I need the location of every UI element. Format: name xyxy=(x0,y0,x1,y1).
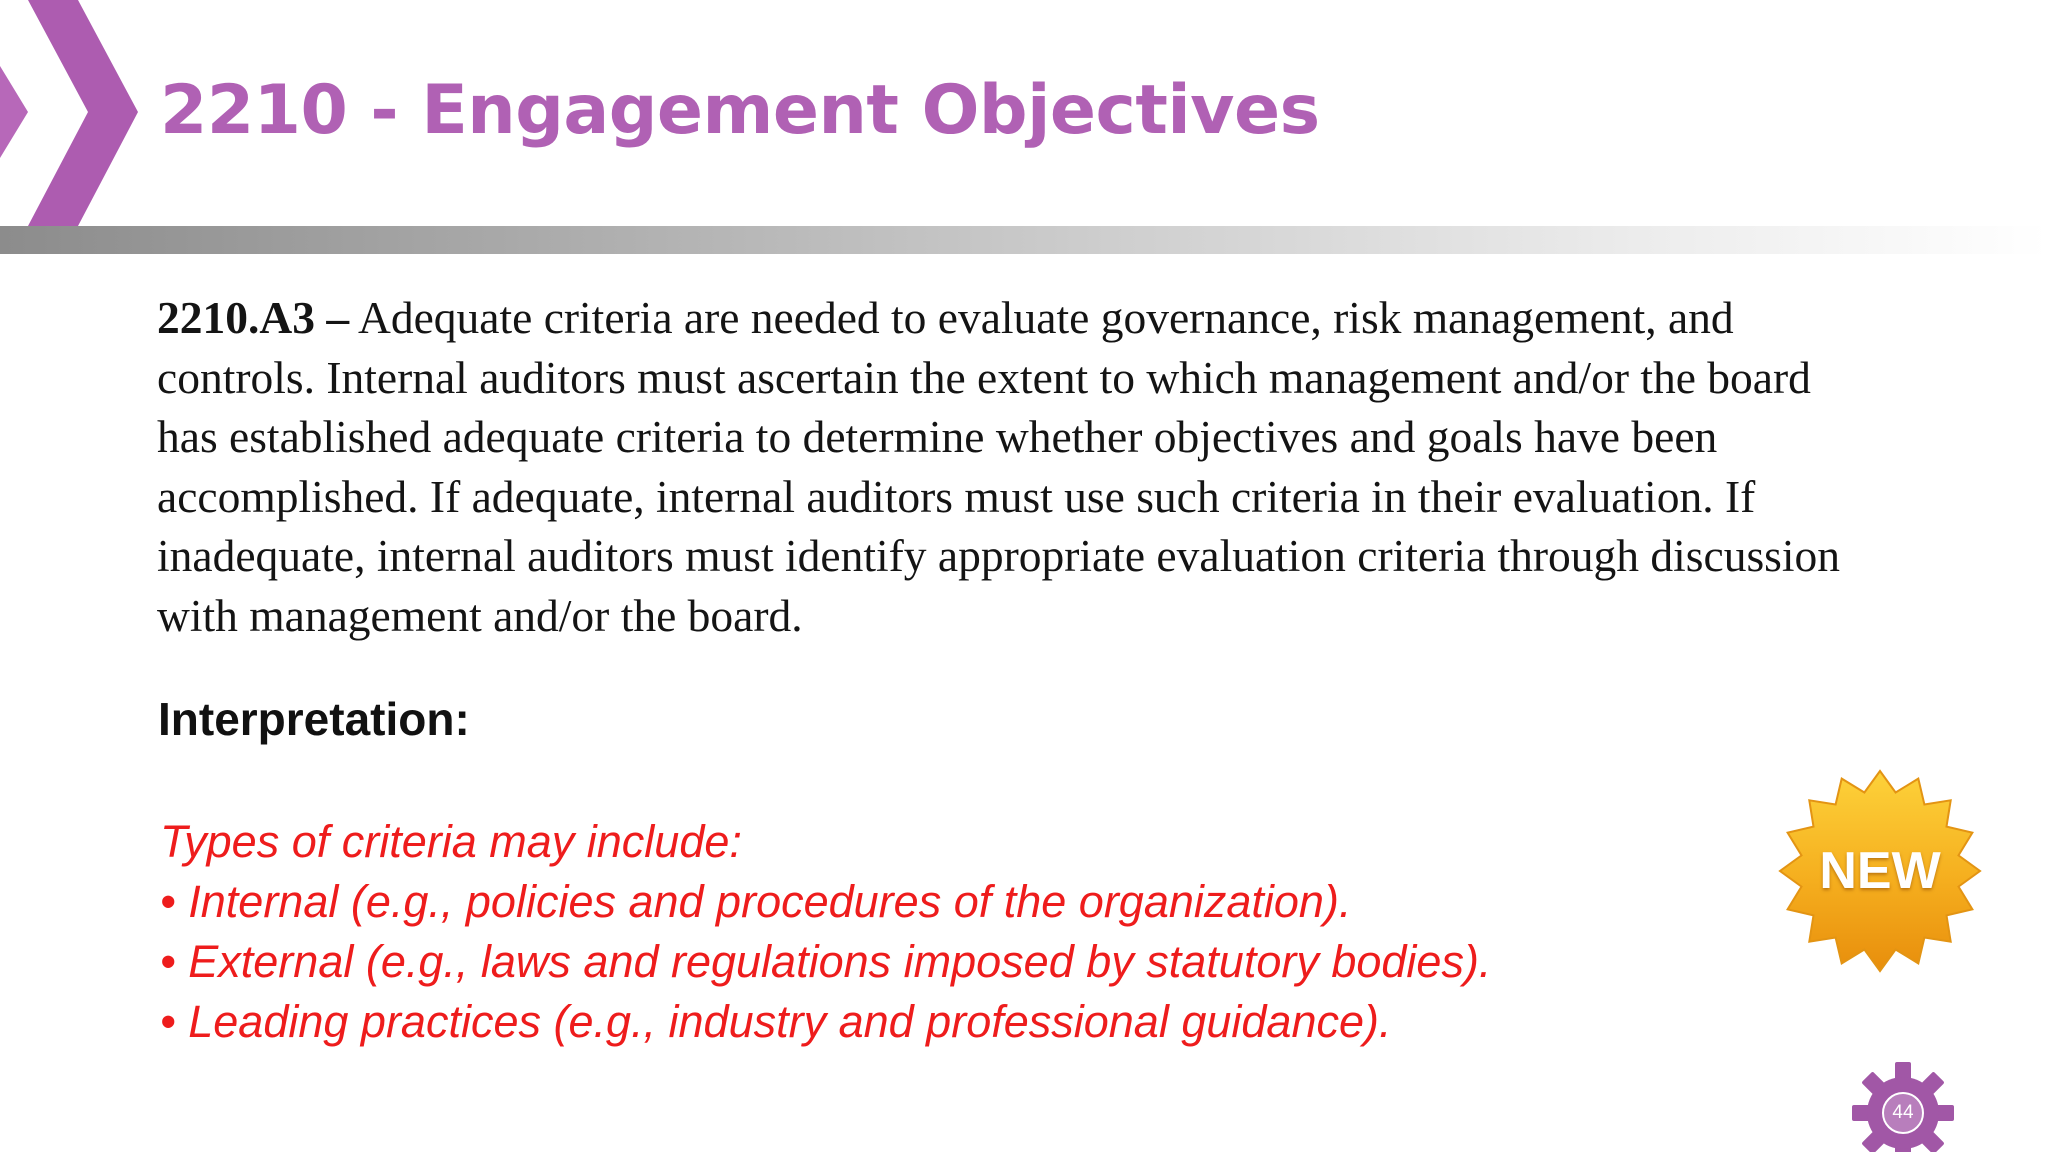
list-item: • Internal (e.g., policies and procedures of the organization). xyxy=(160,876,1352,927)
page-number: 44 xyxy=(1892,1102,1914,1123)
new-label: NEW xyxy=(1819,842,1941,900)
interpretation-heading: Interpretation: xyxy=(158,693,470,745)
page-number-badge xyxy=(1848,1058,1958,1152)
standard-paragraph xyxy=(157,288,1857,645)
slide-title: 2210 - Engagement Objectives xyxy=(160,71,1320,150)
new-badge xyxy=(1775,766,1985,976)
criteria-intro: Types of criteria may include: xyxy=(160,816,742,867)
standard-code: 2210.A3 – xyxy=(157,292,350,343)
chevron-arrows-icon xyxy=(0,0,150,226)
criteria-list xyxy=(160,812,1760,1052)
list-item: • External (e.g., laws and regulations imposed by statutory bodies). xyxy=(160,936,1492,987)
standard-text: Adequate criteria are needed to evaluate governance, risk management, and controls. Internal auditors must ascertain the extent to which management and/or the board has established adequate criteria to determine whether objectives and goals have been accomplished. If adequate, internal auditors must use such criteria in their evaluation. If inadequate, internal auditors must identify appropriate evaluation criteria through discussion with management and/or the board. xyxy=(157,292,1841,641)
list-item: • Leading practices (e.g., industry and professional guidance). xyxy=(160,996,1392,1047)
title-divider xyxy=(0,226,2048,254)
